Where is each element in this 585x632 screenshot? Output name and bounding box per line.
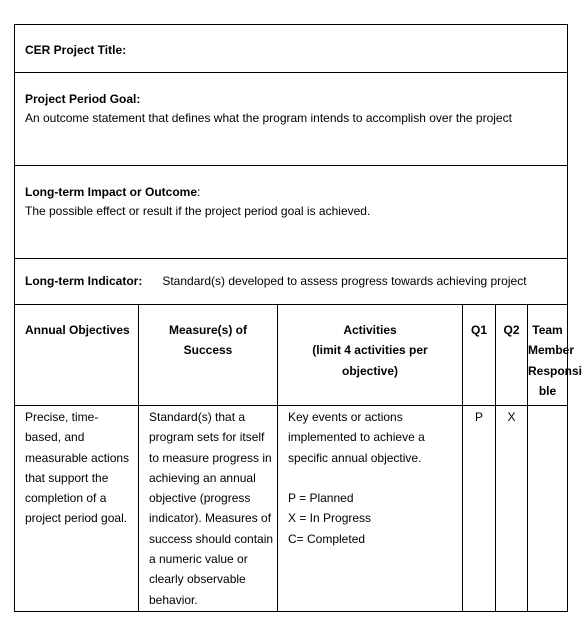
column-activities [277, 305, 462, 611]
cell-measures [139, 406, 277, 610]
header-team-line: Member [528, 343, 575, 358]
activities-line: Key events or actions [288, 410, 403, 424]
cer-project-form [14, 24, 583, 612]
measures-line: to measure progress in [149, 450, 272, 465]
header-measures [139, 305, 277, 406]
objectives-line: measurable actions [25, 450, 130, 465]
objectives-line: Precise, time- [25, 410, 99, 424]
header-activities-line: Activities [343, 323, 397, 337]
q2-subcolumn [496, 305, 527, 611]
header-activities [278, 305, 462, 406]
measures-line: indicator). Measures of [149, 511, 272, 526]
header-annual-objectives-text: Annual Objectives [25, 323, 130, 337]
q2-status: X [507, 410, 516, 424]
activities-line: implemented to achieve a [288, 430, 425, 445]
objectives-line: completion of a [25, 491, 107, 506]
header-measures-line: Measure(s) of [168, 323, 248, 337]
column-measures [138, 305, 277, 611]
column-q2-team [495, 305, 583, 611]
cell-activities [278, 406, 462, 549]
impact-colon: : [197, 185, 201, 199]
measures-line: success should contain [149, 531, 274, 546]
cell-annual-objectives [15, 406, 138, 529]
header-q2-text: Q2 [503, 323, 520, 337]
project-title-row [15, 25, 567, 73]
indicator-label: Long-term Indicator: [25, 274, 143, 288]
objectives-table [15, 305, 583, 611]
project-goal-label: Project Period Goal: [25, 92, 141, 106]
project-title-label: CER Project Title: [25, 43, 127, 57]
cell-q2 [496, 406, 527, 427]
objectives-line: project period goal. [25, 511, 128, 526]
header-q1-text: Q1 [470, 323, 487, 337]
objectives-line: based, and [25, 430, 85, 445]
team-subcolumn [527, 305, 583, 611]
objectives-line: that support the [25, 470, 109, 485]
impact-text: The possible effect or result if the project period goal is achieved. [25, 204, 371, 218]
column-annual-objectives [15, 305, 138, 611]
project-goal-text: An outcome statement that defines what the program intends to accomplish over the project [25, 111, 512, 125]
legend-planned: P = Planned [288, 491, 354, 506]
measures-line: achieving an annual [149, 470, 256, 485]
cell-q1 [463, 406, 495, 427]
cell-team-member [528, 406, 567, 407]
header-q1 [463, 305, 495, 406]
legend-completed: C= Completed [288, 531, 366, 546]
header-team-line: Responsi [528, 363, 583, 378]
legend-in-progress: X = In Progress [288, 511, 372, 526]
header-team-line: ble [538, 383, 557, 398]
measures-line: program sets for itself [149, 430, 265, 445]
header-q2 [496, 305, 527, 406]
measures-line: behavior. [149, 592, 198, 607]
column-q1 [462, 305, 495, 611]
indicator-text: Standard(s) developed to assess progress towards achieving project [162, 274, 527, 288]
measures-line: objective (progress [149, 491, 251, 506]
measures-line: a numeric value or [149, 552, 248, 567]
q1-status: P [474, 410, 483, 424]
measures-line: clearly observable [149, 572, 246, 587]
impact-row [15, 166, 567, 259]
project-goal-row [15, 73, 567, 166]
header-measures-line: Success [183, 343, 233, 358]
impact-label: Long-term Impact or Outcome [25, 185, 198, 199]
header-team-member [528, 305, 583, 406]
measures-line: Standard(s) that a [149, 410, 246, 424]
header-team-line: Team [532, 323, 563, 337]
indicator-row [15, 259, 567, 305]
header-activities-line: objective) [341, 363, 398, 378]
activities-spacer [288, 468, 458, 488]
header-activities-line: (limit 4 activities per [312, 343, 428, 358]
header-annual-objectives [15, 305, 138, 406]
activities-line: specific annual objective. [288, 450, 422, 465]
